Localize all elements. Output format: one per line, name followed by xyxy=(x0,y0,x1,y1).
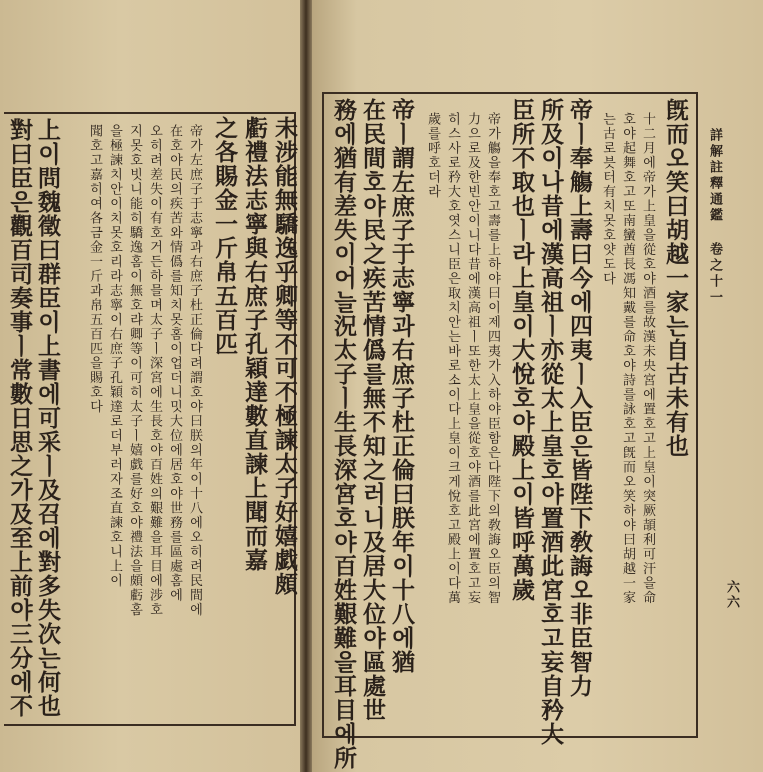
text-column: 聞호고嘉히여各금金一斤과帛五百匹을賜호다 xyxy=(87,124,102,414)
running-header-text: 詳解註釋通鑑 卷之十一 xyxy=(707,128,722,306)
text-column: 는古로븟터有치못호얏도다 xyxy=(600,112,615,286)
text-column: 帝가觴을奉호고壽를上하야曰이제四夷가入하야臣함은다陛下의敎誨오臣의智 xyxy=(485,112,500,605)
text-column: 호야起舞호고또南蠻酋長馮知戴를命호야詩를詠호고旣而오笑하야曰胡越一家 xyxy=(620,112,635,605)
running-header xyxy=(696,120,725,360)
text-column: 오히려差失이有호거든하믈며太子ㅣ深宮에生長호야百姓의艱難을耳目에涉호 xyxy=(147,124,162,617)
text-column: 所及이나昔에漢高祖ㅣ亦從太上皇호야置酒此宮호고妄自矜大 xyxy=(537,98,564,746)
text-column: 在호야民의疾苦와情僞를知치못홈이업더니밋大位에居호야世務를區處홈에 xyxy=(167,124,182,603)
text-column: 力으로及한빈안이니다昔에漢高祖ㅣ또한太上皇을從호야酒를此宮에置호고妄 xyxy=(465,112,480,605)
text-column: 을極諫치안이치못호리라志寧이右庶子孔穎達로더부러자조直諫호니上이 xyxy=(107,124,122,588)
text-column: 臣所不取也ㅣ라上皇이大悅호야殿上이皆呼萬歲 xyxy=(508,98,535,602)
text-column: 未涉能無驕逸乎卿等不可不極諫太子好嬉戯頗 xyxy=(271,116,298,596)
right-page xyxy=(312,0,763,772)
text-column: 十二月에帝가上皇을從호야酒를故漢未央宮에置호고上皇이突厥頡利可汗을命 xyxy=(640,112,655,605)
text-column: 在民間호야民之疾苦情僞를無不知之러니及居大位야區處世 xyxy=(359,98,386,722)
text-column: 之各賜金一斤帛五百匹 xyxy=(211,116,238,356)
text-column: 對曰臣은觀百司奏事ㅣ常數日思之가及至上前야三分에不 xyxy=(6,118,33,718)
text-column: 帝ㅣ謂左庶子于志寧과右庶子杜正倫曰朕年이十八에猶 xyxy=(388,98,415,674)
text-column: 上이問魏徵曰群臣이上書에可采ㅣ及召에對多失次는何也 xyxy=(34,118,61,718)
text-column: 虧禮法志寧與右庶子孔穎達數直諫上聞而嘉 xyxy=(241,116,268,572)
text-column: 帝가左庶子于志寧과右庶子杜正倫다려謂호야曰朕의年이十八에오히려民間에 xyxy=(187,124,202,617)
text-column: 히스사로矜大호엿스니臣은取치안는바로소이다上皇이크게悅호고殿上이다萬 xyxy=(445,112,460,605)
left-page xyxy=(0,0,300,772)
text-column: 旣而오笑曰胡越一家는自古未有也 xyxy=(662,98,689,458)
text-column: 지못호빗니能히驕逸홈이無호랴卿等이可히太子ㅣ嬉戯를好호야禮法을頗虧홈 xyxy=(127,124,142,617)
text-column: 務에猶有差失이어늘況太子ㅣ生長深宮호야百姓艱難을耳目에所 xyxy=(330,98,357,770)
book-gutter xyxy=(300,0,312,772)
text-column: 歲를呼호더라 xyxy=(425,112,440,199)
text-column: 帝ㅣ奉觴上壽曰今에四夷ㅣ入臣은皆陛下敎誨오非臣智力 xyxy=(566,98,593,698)
page-number: 六六 xyxy=(724,580,739,610)
